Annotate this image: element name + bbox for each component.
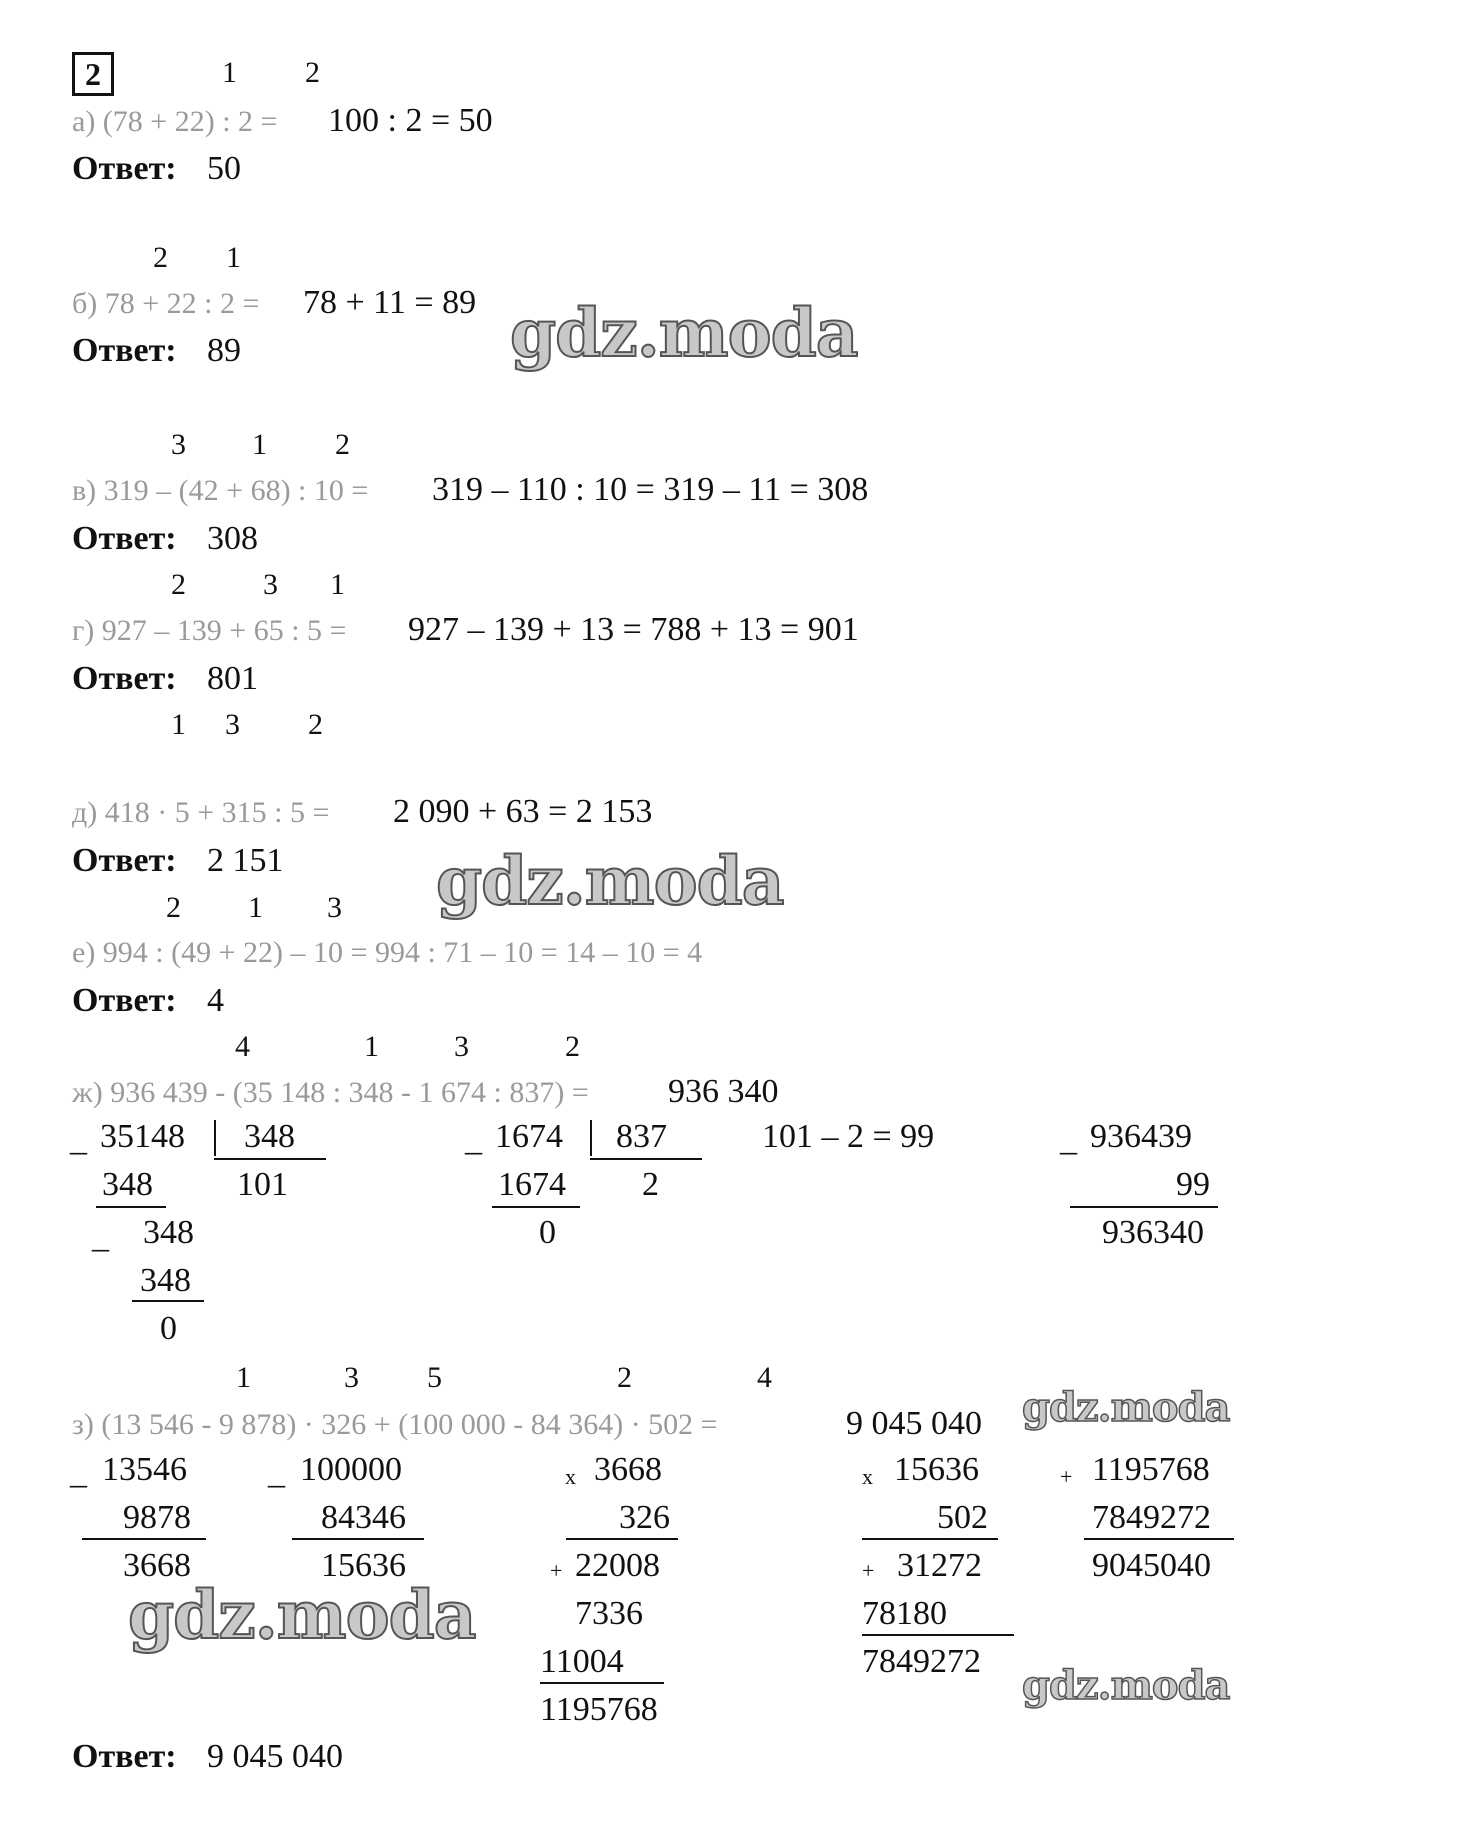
expression-solution: 927 – 139 + 13 = 788 + 13 = 901 xyxy=(408,611,859,648)
order-mark: 2 xyxy=(171,568,186,601)
order-mark: 2 xyxy=(565,1030,580,1063)
subtraction-line xyxy=(492,1206,580,1208)
divisor: 348 xyxy=(244,1118,295,1155)
difference: 936340 xyxy=(1102,1214,1204,1251)
expression-solution: 319 – 110 : 10 = 319 – 11 = 308 xyxy=(432,471,869,508)
expression-solution: 78 + 11 = 89 xyxy=(303,284,477,321)
dividend: 35148 xyxy=(100,1118,185,1155)
order-mark: 3 xyxy=(454,1030,469,1063)
plus-sign: + xyxy=(1060,1464,1073,1489)
subtraction-line xyxy=(292,1538,424,1540)
product: 1195768 xyxy=(540,1691,658,1728)
subtrahend: 84346 xyxy=(321,1499,406,1536)
expression-given: д) 418 · 5 + 315 : 5 = xyxy=(72,796,330,829)
division-bar xyxy=(214,1120,216,1156)
order-mark: 4 xyxy=(757,1361,772,1394)
addend: 1195768 xyxy=(1092,1451,1210,1488)
divisor-underline xyxy=(590,1158,702,1160)
answer-label: Ответ: xyxy=(72,982,177,1019)
order-mark: 1 xyxy=(252,428,267,461)
expression-given: г) 927 – 139 + 65 : 5 = xyxy=(72,614,347,647)
order-mark: 1 xyxy=(364,1030,379,1063)
task-number: 2 xyxy=(72,52,114,96)
answer-label: Ответ: xyxy=(72,1738,177,1775)
multiplication-line xyxy=(540,1682,664,1684)
order-mark: 1 xyxy=(248,891,263,924)
subtrahend: 1674 xyxy=(498,1166,566,1203)
answer-value: 89 xyxy=(207,332,241,369)
minus-sign: _ xyxy=(70,1454,87,1491)
answer-value: 50 xyxy=(207,150,241,187)
divisor-underline xyxy=(214,1158,326,1160)
partial-product: 22008 xyxy=(575,1547,660,1584)
plus-sign: + xyxy=(550,1558,563,1583)
order-mark: 1 xyxy=(236,1361,251,1394)
expression-solution: 936 340 xyxy=(668,1073,779,1110)
answer-label: Ответ: xyxy=(72,332,177,369)
minuend: 936439 xyxy=(1090,1118,1192,1155)
addition-line xyxy=(1084,1538,1234,1540)
subtraction-line xyxy=(96,1206,166,1208)
answer-label: Ответ: xyxy=(72,660,177,697)
answer-label: Ответ: xyxy=(72,150,177,187)
answer-value: 801 xyxy=(207,660,258,697)
order-mark: 2 xyxy=(166,891,181,924)
product: 7849272 xyxy=(862,1643,981,1680)
expression-solution: 100 : 2 = 50 xyxy=(328,102,493,139)
minuend: 13546 xyxy=(102,1451,187,1488)
quotient: 2 xyxy=(642,1166,659,1203)
minus-sign: _ xyxy=(1060,1121,1077,1158)
multiplication-line xyxy=(862,1538,998,1540)
expression-given: в) 319 – (42 + 68) : 10 = xyxy=(72,474,369,507)
order-mark: 2 xyxy=(305,56,320,89)
expression-given: а) (78 + 22) : 2 = xyxy=(72,105,278,138)
order-mark: 2 xyxy=(153,241,168,274)
subtrahend: 9878 xyxy=(123,1499,191,1536)
watermark: gdz.moda xyxy=(1022,1384,1230,1431)
multiplicand: 3668 xyxy=(594,1451,662,1488)
partial-product: 11004 xyxy=(540,1643,624,1680)
order-mark: 2 xyxy=(335,428,350,461)
order-mark: 1 xyxy=(330,568,345,601)
order-mark: 1 xyxy=(226,241,241,274)
expression-solution: 9 045 040 xyxy=(846,1405,982,1442)
multiplicand: 15636 xyxy=(894,1451,979,1488)
subtrahend: 348 xyxy=(102,1166,153,1203)
times-sign: х xyxy=(862,1464,873,1489)
minus-sign: _ xyxy=(70,1121,87,1158)
order-mark: 2 xyxy=(617,1361,632,1394)
order-mark: 5 xyxy=(427,1361,442,1394)
partial-product: 7336 xyxy=(575,1595,643,1632)
dividend: 1674 xyxy=(495,1118,563,1155)
multiplier: 326 xyxy=(619,1499,670,1536)
multiplication-line xyxy=(566,1538,678,1540)
sum: 9045040 xyxy=(1092,1547,1211,1584)
expression-solution: 2 090 + 63 = 2 153 xyxy=(393,793,653,830)
order-mark: 3 xyxy=(344,1361,359,1394)
order-mark: 3 xyxy=(171,428,186,461)
minus-sign: _ xyxy=(465,1121,482,1158)
times-sign: х xyxy=(565,1464,576,1489)
order-mark: 3 xyxy=(225,708,240,741)
multiplier: 502 xyxy=(937,1499,988,1536)
divisor: 837 xyxy=(616,1118,667,1155)
expression-given: е) 994 : (49 + 22) – 10 = 994 : 71 – 10 = 14 – 10 = 4 xyxy=(72,936,703,969)
answer-label: Ответ: xyxy=(72,842,177,879)
subtrahend: 348 xyxy=(140,1262,191,1299)
subtraction-line xyxy=(132,1300,204,1302)
minus-sign: _ xyxy=(92,1218,109,1255)
subtrahend: 99 xyxy=(1176,1166,1210,1203)
order-mark: 3 xyxy=(263,568,278,601)
answer-value: 2 151 xyxy=(207,842,284,879)
addend: 7849272 xyxy=(1092,1499,1211,1536)
subtraction-line xyxy=(82,1538,206,1540)
order-mark: 2 xyxy=(308,708,323,741)
partial-product: 78180 xyxy=(862,1595,947,1632)
order-mark: 1 xyxy=(222,56,237,89)
division-bar xyxy=(590,1120,592,1156)
difference: 15636 xyxy=(321,1547,406,1584)
watermark: gdz.moda xyxy=(436,842,784,920)
subtraction-line xyxy=(1070,1206,1218,1208)
minuend: 100000 xyxy=(300,1451,402,1488)
answer-value: 9 045 040 xyxy=(207,1738,343,1775)
partial-product: 31272 xyxy=(897,1547,982,1584)
quotient: 101 xyxy=(237,1166,288,1203)
minus-sign: _ xyxy=(268,1454,285,1491)
plus-sign: + xyxy=(862,1558,875,1583)
multiplication-line xyxy=(862,1634,1014,1636)
order-mark: 3 xyxy=(327,891,342,924)
order-mark: 4 xyxy=(235,1030,250,1063)
watermark: gdz.moda xyxy=(1022,1662,1230,1709)
answer-value: 4 xyxy=(207,982,224,1019)
expression-given: з) (13 546 - 9 878) · 326 + (100 000 - 84 364) · 502 = xyxy=(72,1408,718,1441)
remainder: 348 xyxy=(143,1214,194,1251)
intermediate-calc: 101 – 2 = 99 xyxy=(762,1118,935,1155)
answer-label: Ответ: xyxy=(72,520,177,557)
watermark: gdz.moda xyxy=(128,1576,476,1654)
remainder: 0 xyxy=(160,1310,177,1347)
difference: 3668 xyxy=(123,1547,191,1584)
order-mark: 1 xyxy=(171,708,186,741)
answer-value: 308 xyxy=(207,520,258,557)
watermark: gdz.moda xyxy=(510,294,858,372)
remainder: 0 xyxy=(539,1214,556,1251)
expression-given: ж) 936 439 - (35 148 : 348 - 1 674 : 837) = xyxy=(72,1076,589,1109)
expression-given: б) 78 + 22 : 2 = xyxy=(72,287,260,320)
